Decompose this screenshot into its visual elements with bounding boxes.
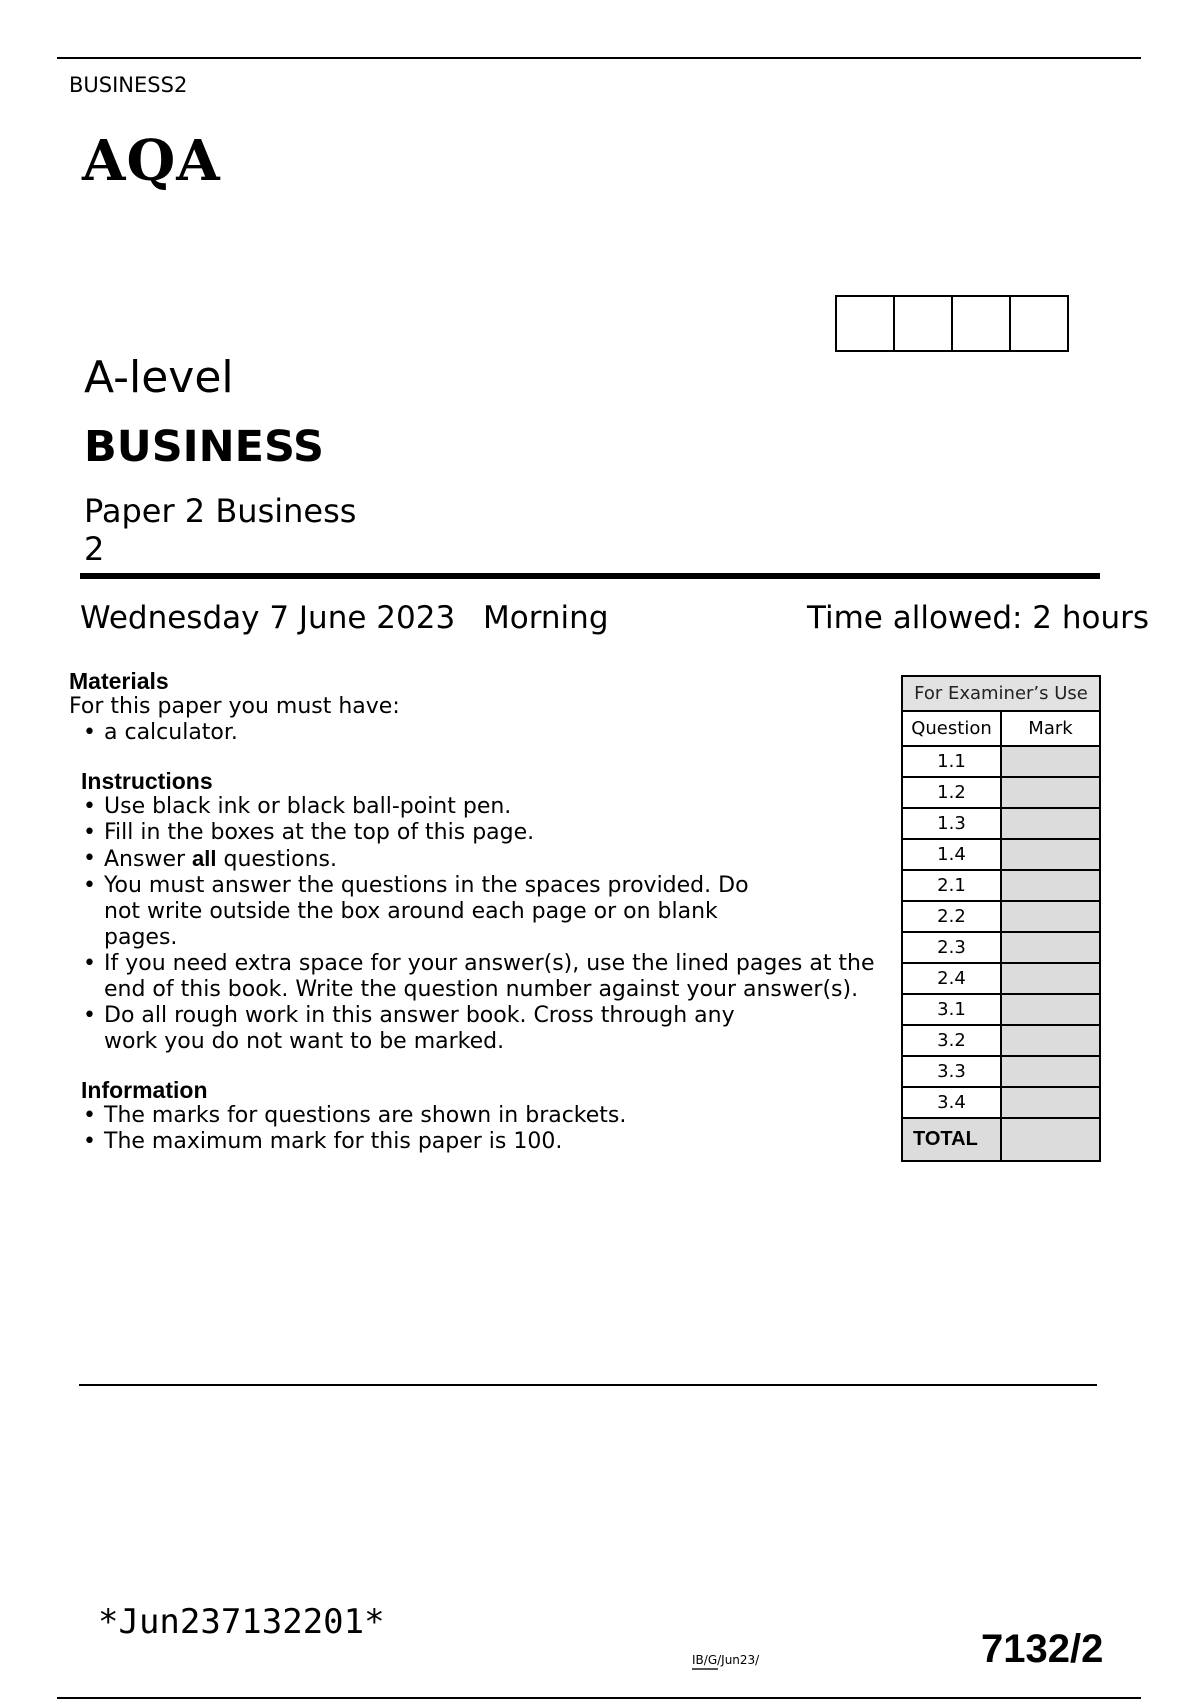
question-number: 1.4 (902, 839, 1001, 870)
instruction-item: • Do all rough work in this answer book. Cross through any work you do not want to be marked. (81, 1003, 784, 1055)
mark-column-header: Mark (1001, 711, 1100, 746)
question-number: 3.2 (902, 1025, 1001, 1056)
instruction-text: questions. (216, 847, 337, 872)
instruction-emphasis: all (192, 846, 217, 871)
mark-cell[interactable] (1001, 808, 1100, 839)
information-section (69, 1077, 869, 1155)
question-number: 3.4 (902, 1087, 1001, 1118)
barcode-text: *Jun237132201* (98, 1602, 385, 1642)
paper-code: 7132/2 (981, 1627, 1104, 1671)
table-row (902, 1087, 1100, 1118)
mark-cell[interactable] (1001, 994, 1100, 1025)
reference-code: IB/G/Jun23/ (692, 1653, 760, 1667)
question-number: 1.1 (902, 746, 1001, 777)
question-number: 1.2 (902, 777, 1001, 808)
candidate-box[interactable] (953, 297, 1011, 350)
examiners-use-table (901, 675, 1101, 1162)
qualification-level: A-level (84, 352, 234, 403)
mark-cell[interactable] (1001, 901, 1100, 932)
table-row (902, 901, 1100, 932)
question-number: 2.2 (902, 901, 1001, 932)
question-column-header: Question (902, 711, 1001, 746)
table-row (902, 870, 1100, 901)
table-row (902, 808, 1100, 839)
lower-rule (79, 1384, 1097, 1386)
information-heading: Information (81, 1077, 208, 1103)
question-number: 2.1 (902, 870, 1001, 901)
candidate-box[interactable] (895, 297, 953, 350)
instruction-item: • If you need extra space for your answer(s), use the lined pages at the end of this book. Write the question number against your answer(s). (81, 951, 884, 1003)
materials-intro: For this paper you must have: (69, 694, 400, 719)
mark-cell[interactable] (1001, 1056, 1100, 1087)
header-code: BUSINESS2 (69, 73, 188, 97)
materials-heading: Materials (69, 668, 169, 694)
subject-title: BUSINESS (84, 422, 325, 472)
materials-item: • a calculator. (81, 720, 869, 746)
candidate-box[interactable] (837, 297, 895, 350)
instruction-item: • Fill in the boxes at the top of this page. (81, 820, 869, 846)
front-cover-notes (69, 668, 875, 1177)
title-divider (80, 573, 1100, 579)
time-allowed: Time allowed: 2 hours (807, 600, 1150, 636)
table-row (902, 746, 1100, 777)
information-item: • The marks for questions are shown in brackets. (81, 1103, 869, 1129)
mark-cell[interactable] (1001, 1025, 1100, 1056)
question-number: 2.4 (902, 963, 1001, 994)
paper-title: Paper 2 Business 2 (84, 492, 357, 568)
reference-truncated-mark (692, 1668, 718, 1670)
exam-date: Wednesday 7 June 2023 (80, 600, 456, 636)
information-item: • The maximum mark for this paper is 100. (81, 1129, 869, 1155)
table-row (902, 932, 1100, 963)
table-row (902, 839, 1100, 870)
mark-cell[interactable] (1001, 963, 1100, 994)
bottom-rule (57, 1697, 1141, 1699)
instructions-heading: Instructions (81, 768, 213, 794)
mark-cell[interactable] (1001, 777, 1100, 808)
total-mark-cell[interactable] (1001, 1118, 1100, 1161)
question-number: 2.3 (902, 932, 1001, 963)
candidate-box[interactable] (1011, 297, 1067, 350)
mark-cell[interactable] (1001, 932, 1100, 963)
table-row (902, 1025, 1100, 1056)
total-row (902, 1118, 1100, 1161)
aqa-logo: AQA (82, 128, 221, 194)
table-row (902, 994, 1100, 1025)
instruction-item: • Use black ink or black ball-point pen. (81, 794, 869, 820)
exam-session: Morning (483, 600, 609, 636)
table-row (902, 1056, 1100, 1087)
total-label: TOTAL (902, 1118, 1001, 1161)
instruction-item: • You must answer the questions in the spaces provided. Do not write outside the box around each page or on blank pages. (81, 873, 764, 951)
question-number: 3.1 (902, 994, 1001, 1025)
question-number: 3.3 (902, 1056, 1001, 1087)
instructions-section (69, 768, 875, 1055)
mark-cell[interactable] (1001, 870, 1100, 901)
mark-cell[interactable] (1001, 1087, 1100, 1118)
instruction-text: Answer (104, 847, 193, 872)
table-row (902, 777, 1100, 808)
candidate-number-boxes (835, 295, 1069, 352)
examiner-table-title: For Examiner’s Use (902, 676, 1100, 711)
materials-section (69, 668, 869, 746)
mark-cell[interactable] (1001, 839, 1100, 870)
top-rule (57, 57, 1141, 59)
mark-cell[interactable] (1001, 746, 1100, 777)
table-row (902, 963, 1100, 994)
instruction-item (81, 846, 869, 873)
question-number: 1.3 (902, 808, 1001, 839)
